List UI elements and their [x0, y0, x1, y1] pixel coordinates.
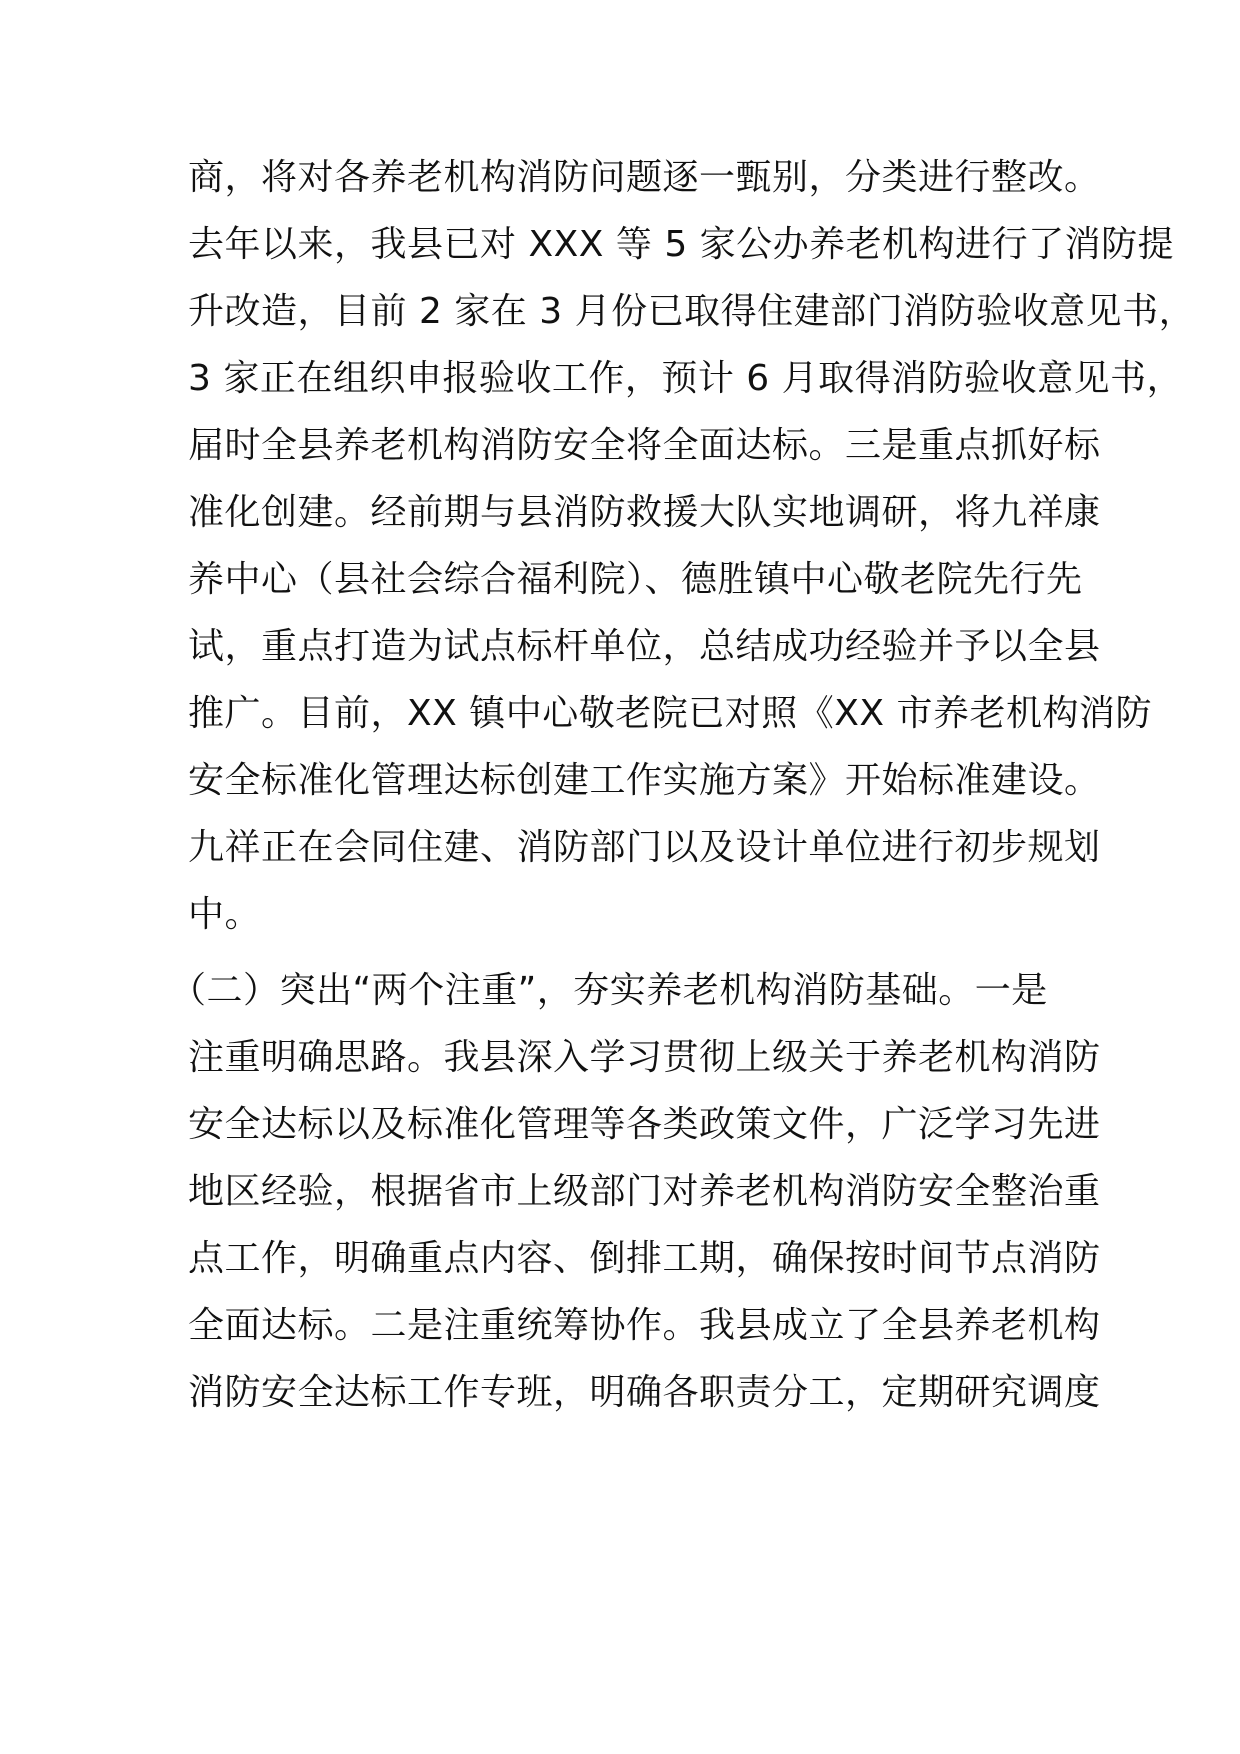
paragraph-2-line-1: （二）突出“两个注重”，夯实养老机构消防基础。一是: [170, 970, 1048, 1011]
paragraph-1-line-8: 试，重点打造为试点标杆单位，总结成功经验并予以全县: [188, 626, 1101, 667]
paragraph-1-line-9: 推广。目前，XX 镇中心敬老院已对照《XX 市养老机构消防: [188, 693, 1153, 734]
paragraph-2-line-6: 全面达标。二是注重统筹协作。我县成立了全县养老机构: [188, 1305, 1101, 1346]
paragraph-1-line-7: 养中心（县社会综合福利院）、德胜镇中心敬老院先行先: [188, 559, 1083, 600]
paragraph-1-line-6: 准化创建。经前期与县消防救援大队实地调研，将九祥康: [188, 492, 1101, 533]
paragraph-1-line-12: 中。: [188, 894, 262, 935]
paragraph-2-line-5: 点工作，明确重点内容、倒排工期，确保按时间节点消防: [188, 1238, 1101, 1279]
paragraph-2-line-2: 注重明确思路。我县深入学习贯彻上级关于养老机构消防: [188, 1037, 1101, 1078]
paragraph-2-line-3: 安全达标以及标准化管理等各类政策文件，广泛学习先进: [188, 1104, 1101, 1145]
paragraph-1-line-11: 九祥正在会同住建、消防部门以及设计单位进行初步规划: [188, 827, 1101, 868]
paragraph-1-line-3: 升改造，目前 2 家在 3 月份已取得住建部门消防验收意见书，: [188, 291, 1196, 332]
paragraph-1-line-1: 商，将对各养老机构消防问题逐一甄别，分类进行整改。: [188, 157, 1101, 198]
paragraph-2-line-7: 消防安全达标工作专班，明确各职责分工，定期研究调度: [188, 1372, 1101, 1413]
paragraph-1-line-4: 3 家正在组织申报验收工作，预计 6 月取得消防验收意见书，: [188, 358, 1184, 399]
paragraph-1-line-10: 安全标准化管理达标创建工作实施方案》开始标准建设。: [188, 760, 1101, 801]
paragraph-2-line-4: 地区经验，根据省市上级部门对养老机构消防安全整治重: [188, 1171, 1101, 1212]
paragraph-1-line-2: 去年以来，我县已对 XXX 等 5 家公办养老机构进行了消防提: [188, 224, 1175, 265]
paragraph-1-line-5: 届时全县养老机构消防安全将全面达标。三是重点抓好标: [188, 425, 1101, 466]
